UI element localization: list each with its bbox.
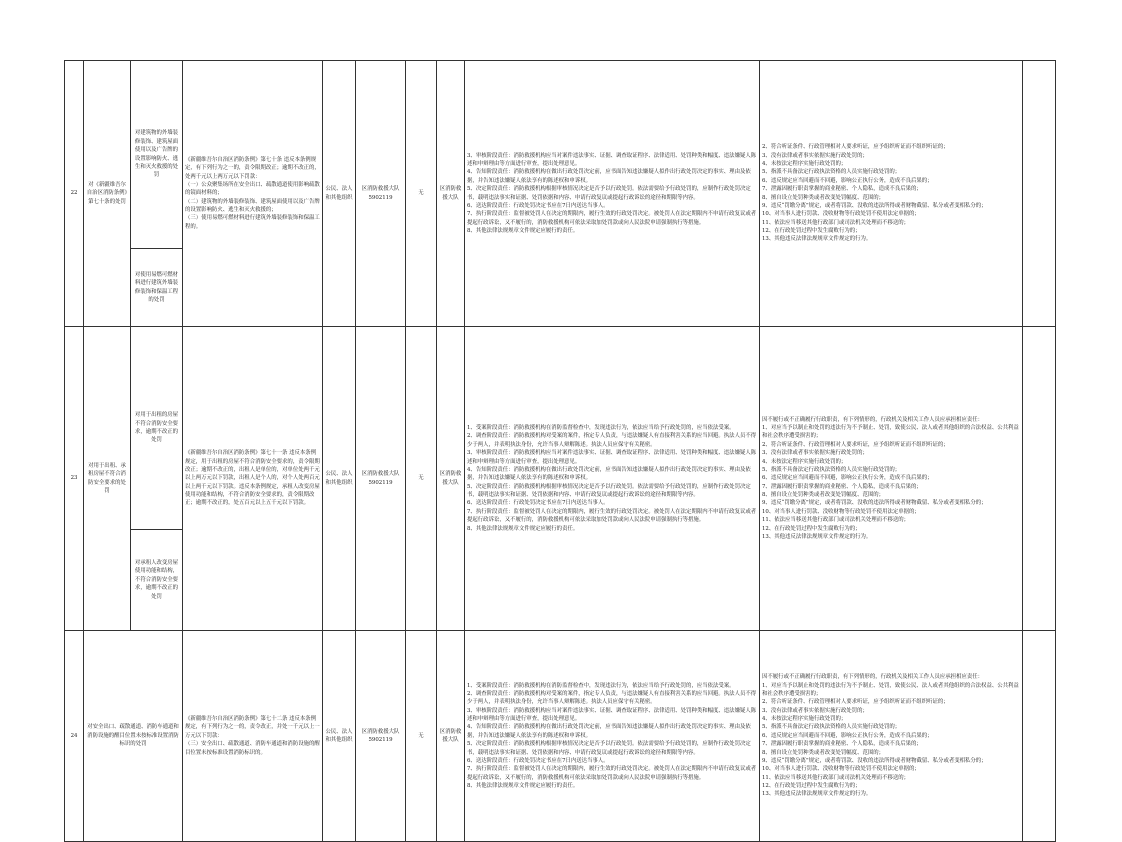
none-field: 无 [406, 61, 437, 327]
table-row [65, 327, 1056, 530]
target-subject: 公民、法人和其他组织 [323, 327, 356, 631]
remark-cell [1023, 327, 1056, 631]
sub-item: 对用于出租的房屋不符合消防安全要求，逾期不改正的处罚 [131, 327, 183, 530]
accountability-items: 因不履行或不正确履行行政职责，有下列情形的，行政机关及相关工作人员应承担相应责任： 1、对应当予以制止和处罚的违法行为不予制止、处罚，致使公民、法人或者其他组织的合法权益、公共利益和社会秩序遭受损害的； 2、符合听证条件、行政管理相对人要求听证，应予组织听证而不组织听证的； 3、没有法律或者事实依据实施行政处罚的； 4、未按法定程序实施行政处罚的； 5、指派不具备法定行政执法资格的人员实施行政处罚的； 6、违反规定应当回避而不回避，影响公正执行公务，造成不良后果的； 7、泄露因履行职责掌握的商业秘密、个人隐私，造成不良后果的； 8、擅自设立处罚种类或者改变处罚幅度、范围的； 9、违反“罚缴分离”规定，或者将罚款、没收的违法所得或者财物截留、私分或者变相私分的； 10、对当事人进行罚款、没收财物等行政处罚不使用法定单据的； 11、依法应当移送其他行政部门或司法机关处理而不移送的； 12、在行政处罚过程中发生腐败行为的； 13、其他违反法律法规规章文件规定的行为。 [760, 631, 1023, 842]
row-number: 22 [65, 61, 84, 327]
remark-cell [1023, 61, 1056, 327]
row-number: 24 [65, 631, 84, 842]
item-name: 对用于出租、承租房屋不符合消防安全要求的处罚 [84, 327, 131, 631]
legal-basis: 《新疆维吾尔自治区消防条例》第七十二条 违反本条例规定，有下列行为之一的，责令改正，并处一千元以上一万元以下罚款： （三）安全出口、疏散通道、消防车通道和消防设施的醒目位置未按标准设置消防标识的。 [183, 631, 323, 842]
accountability-items: 因不履行或不正确履行行政职责，有下列情形的，行政机关及相关工作人员应承担相应责任： 1、对应当予以制止和处罚的违法行为不予制止、处罚，致使公民、法人或者其他组织的合法权益、公共利益和社会秩序遭受损害的； 2、符合听证条件、行政管理相对人要求听证，应予组织听证而不组织听证的； 3、没有法律或者事实依据实施行政处罚的； 4、未按法定程序实施行政处罚的； 5、指派不具备法定行政执法资格的人员实施行政处罚的； 6、违反规定应当回避而不回避，影响公正执行公务，造成不良后果的； 7、泄露因履行职责掌握的商业秘密、个人隐私，造成不良后果的； 8、擅自设立处罚种类或者改变处罚幅度、范围的； 9、违反“罚缴分离”规定，或者将罚款、没收的违法所得或者财物截留、私分或者变相私分的； 10、对当事人进行罚款、没收财物等行政处罚不使用法定单据的； 11、依法应当移送其他行政部门或司法机关处理而不移送的； 12、在行政处罚过程中发生腐败行为的； 13、其他违反法律法规规章文件规定的行为。 [760, 327, 1023, 631]
sub-item: 对使用易燃可燃材料进行建筑外墙装修装饰和保温工程的处罚 [131, 249, 183, 327]
table-row [65, 631, 1056, 842]
legal-basis: 《新疆维吾尔自治区消防条例》第七十条 违反本条例规定，有下列行为之一的，责令限期改正；逾期不改正的，处两千元以上两万元以下罚款： （一）公众聚集场所在安全出口、疏散通道使用影响疏散的镜面材料的； （二）建筑物的外墙装修装饰、建筑屋面使用以及广告牌的设置影响防火、逃生和灭火救援的； （三）使用易燃可燃材料进行建筑外墙装修装饰和保温工程的。 [183, 61, 323, 327]
row-number: 23 [65, 327, 84, 631]
item-name: 对安全出口、疏散通道、消防车通道和消防设施的醒目位置未按标准设置消防标识的处罚 [84, 631, 183, 842]
sub-item: 对建筑物的外墙装修装饰、建筑屋面使用以及广告牌的设置影响防火、逃生和灭火救援的处罚 [131, 61, 183, 249]
accountability-items: 2、符合听证条件、行政管理相对人要求听证，应予组织听证而不组织听证的； 3、没有法律或者事实依据实施行政处罚的； 4、未按法定程序实施行政处罚的； 5、指派不具备法定行政执法资格的人员实施行政处罚的； 6、违反规定应当回避而不回避，影响公正执行公务，造成不良后果的； 7、泄露因履行职责掌握的商业秘密、个人隐私，造成不良后果的； 8、擅自设立处罚种类或者改变处罚幅度、范围的； 9、违反“罚缴分离”规定，或者将罚款、没收的违法所得或者财物截留、私分或者变相私分的； 10、对当事人进行罚款、没收财物等行政处罚不使用法定单据的； 11、依法应当移送其他行政部门或司法机关处理而不移送的； 12、在行政处罚过程中发生腐败行为的； 13、其他违反法律法规规章文件规定的行为。 [760, 61, 1023, 327]
executing-unit: 区消防救援大队 [437, 61, 465, 327]
legal-basis: 《新疆维吾尔自治区消防条例》第七十一条 违反本条例规定，用于出租的房屋不符合消防安全要求的，责令限期改正；逾期不改正的，出租人是单位的，对单位处两千元以上两万元以下罚款，出租人是个人的，对个人处两百元以上两千元以下罚款。违反本条例规定，承租人改变房屋使用功能和结构，不符合消防安全要求的，责令限期改正；逾期不改正的，处五百元以上五千元以下罚款。 [183, 327, 323, 631]
responsibility-steps: 1、受案阶段责任：消防救援机构在消防监督检查中，发现违法行为，依法应当给予行政处罚的，应当依法受案。 2、调查阶段责任：消防救援机构对受案的案件，指定专人负责，与违法嫌疑人有直接利害关系的应当回避。执法人员不得少于两人，并表明执法身份，允许当事人辩解陈述。执法人员应保守有关秘密。 3、审核阶段责任：消防救援机构应当对案件违法事实、证据、调查取证程序、法律适用、处罚种类和幅度、违法嫌疑人陈述和申辩理由等方面进行审查，提出处理意见。 4、告知阶段责任：消防救援机构在做出行政处罚决定前，应书面告知违法嫌疑人拟作出行政处罚决定的事实、理由及依据，并告知违法嫌疑人依法享有的陈述权和申诉权。 5、决定阶段责任：消防救援机构根据审核情况决定是否予以行政处罚。依法需要给予行政处罚的，应制作行政处罚决定书，载明违法事实和证据、处罚依据和内容、申请行政复议或提起行政诉讼的途径和期限等内容。 6、送达阶段责任：行政处罚决定书应在7日内送达当事人。 7、执行阶段责任：监督被处罚人在决定的期限内，履行生效的行政处罚决定。被处罚人在法定期限内不申请行政复议或者提起行政诉讼，又不履行的，消防救援机构可依法采取加处罚款或向人民法院申请强制执行等措施。 8、其他法律法规规章文件规定应履行的责任。 [465, 327, 760, 631]
responsibility-steps: 3、审核阶段责任：消防救援机构应当对案件违法事实、证据、调查取证程序、法律适用、处罚种类和幅度、违法嫌疑人陈述和申辩理由等方面进行审查，提出处理意见。 4、告知阶段责任：消防救援机构在做出行政处罚决定前，应书面告知违法嫌疑人拟作出行政处罚决定的事实、理由及依据，并告知违法嫌疑人依法享有的陈述权和申诉权。 5、决定阶段责任：消防救援机构根据审核情况决定是否予以行政处罚。依法需要给予行政处罚的，应制作行政处罚决定书，载明违法事实和证据、处罚依据和内容、申请行政复议或提起行政诉讼的途径和期限等内容。 6、送达阶段责任：行政处罚决定书应在7日内送达当事人。 7、执行阶段责任：监督被处罚人在决定的期限内，履行生效的行政处罚决定。被处罚人在法定期限内不申请行政复议或者提起行政诉讼，又不履行的，消防救援机构可依法采取加处罚款或向人民法院申请强制执行等措施。 8、其他法律法规规章文件规定应履行的责任。 [465, 61, 760, 327]
responsible-org: 区消防救援大队 5902119 [356, 61, 406, 327]
executing-unit: 区消防救援大队 [437, 327, 465, 631]
target-subject: 公民、法人和其他组织 [323, 631, 356, 842]
responsible-org: 区消防救援大队 5902119 [356, 327, 406, 631]
table-row [65, 61, 1056, 249]
none-field: 无 [406, 631, 437, 842]
item-name: 对《新疆维吾尔自治区消防条例》第七十条的处罚 [84, 61, 131, 327]
responsible-org: 区消防救援大队 5902119 [356, 631, 406, 842]
none-field: 无 [406, 327, 437, 631]
remark-cell [1023, 631, 1056, 842]
sub-item: 对承租人改变房屋使用功能和结构，不符合消防安全要求，逾期不改正的处罚 [131, 530, 183, 631]
target-subject: 公民、法人和其他组织 [323, 61, 356, 327]
executing-unit: 区消防救援大队 [437, 631, 465, 842]
power-list-table [64, 60, 1056, 842]
responsibility-steps: 1、受案阶段责任：消防救援机构在消防监督检查中，发现违法行为，依法应当给予行政处罚的，应当依法受案。 2、调查阶段责任：消防救援机构对受案的案件，指定专人负责，与违法嫌疑人有直接利害关系的应当回避。执法人员不得少于两人，并表明执法身份，允许当事人辩解陈述。执法人员应保守有关秘密。 3、审核阶段责任：消防救援机构应当对案件违法事实、证据、调查取证程序、法律适用、处罚种类和幅度、违法嫌疑人陈述和申辩理由等方面进行审查，提出处理意见。 4、告知阶段责任：消防救援机构在做出行政处罚决定前，应书面告知违法嫌疑人拟作出行政处罚决定的事实、理由及依据，并告知违法嫌疑人依法享有的陈述权和申诉权。 5、决定阶段责任：消防救援机构根据审核情况决定是否予以行政处罚。依法需要给予行政处罚的，应制作行政处罚决定书，载明违法事实和证据、处罚依据和内容、申请行政复议或提起行政诉讼的途径和期限等内容。 6、送达阶段责任：行政处罚决定书应在7日内送达当事人。 7、执行阶段责任：监督被处罚人在决定的期限内，履行生效的行政处罚决定。被处罚人在法定期限内不申请行政复议或者提起行政诉讼，又不履行的，消防救援机构可依法采取加处罚款或向人民法院申请强制执行等措施。 8、其他法律法规规章文件规定应履行的责任。 [465, 631, 760, 842]
